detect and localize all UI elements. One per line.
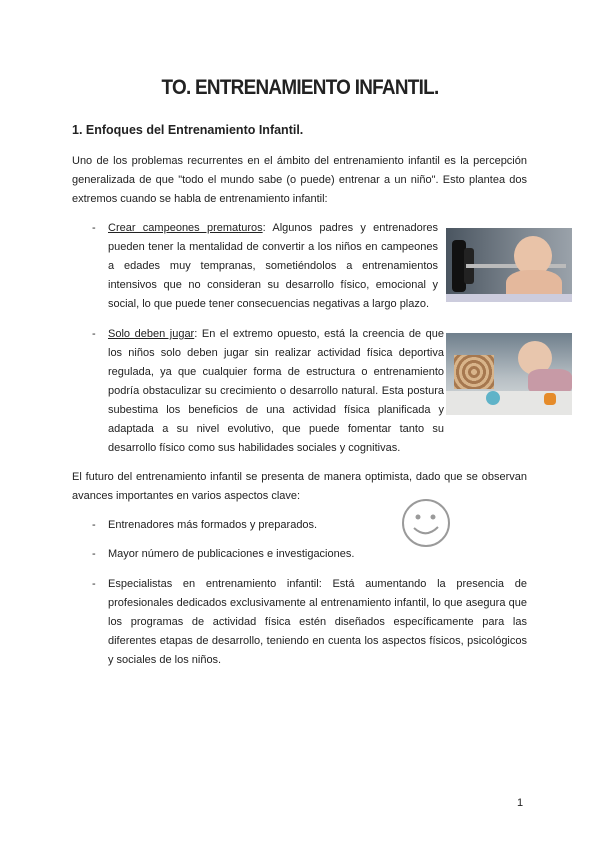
- advance-text: Entrenadores más formados y preparados.: [108, 519, 318, 531]
- bullet-dash: -: [92, 222, 96, 234]
- bullet-dash: -: [92, 578, 96, 590]
- advance-text: Mayor número de publicaciones e investigaciones.: [108, 548, 355, 560]
- section-heading: 1. Enfoques del Entrenamiento Infantil.: [72, 123, 304, 137]
- future-paragraph: El futuro del entrenamiento infantil se presenta de manera optimista, dado que se observan avances importantes en varios aspectos clave:: [72, 471, 527, 502]
- description: : En el extremo opuesto, está la creencia de que los niños solo deben jugar sin realizar actividad física deportiva regulada, ya que cualquier forma de estructura o entrenamiento podría obstaculizar su crecimiento o desarrollo natural. Esta postura subestima los beneficios de una actividad física planificada y adaptada a su nivel evolutivo, que puede fomentar tanto su desarrollo físico como sus habilidades sociales y cognitivas.: [108, 328, 444, 454]
- intro-paragraph: Uno de los problemas recurrentes en el ámbito del entrenamiento infantil es la percepción generalizada de que "todo el mundo sabe (o puede) entrenar a un niño". Esto plantea dos extremos cuando se habla de entrenamiento infantil:: [72, 155, 527, 205]
- bullet-dash: -: [92, 519, 96, 531]
- smiley-face-icon: [400, 497, 452, 549]
- term: Solo deben jugar: [108, 328, 195, 340]
- bullet-dash: -: [92, 548, 96, 560]
- description: : Algunos padres y entrenadores pueden tener la mentalidad de convertir a los niños en campeones a edades muy tempranas, sometiéndolos a entrenamientos intensivos que no consideran su desarrollo físico, emocional y social, lo que puede tener consecuencias negativas a largo plazo.: [108, 222, 438, 310]
- baby-weightlifting-image: [446, 228, 572, 302]
- page-number: 1: [517, 797, 524, 809]
- term: Crear campeones prematuros: [108, 222, 263, 234]
- advance-text: Especialistas en entrenamiento infantil: Está aumentando la presencia de profesionales dedicados exclusivamente al entrenamiento infantil, lo que asegura que los programas de actividad física estén diseñados específicamente para las diferentes etapas de desarrollo, teniendo en cuenta los aspectos físicos, psicológicos y sociales de los niños.: [108, 578, 527, 666]
- baby-playing-image: [446, 333, 572, 415]
- bullet-dash: -: [92, 328, 96, 340]
- document-title: TO. ENTRENAMIENTO INFANTIL.: [161, 76, 439, 99]
